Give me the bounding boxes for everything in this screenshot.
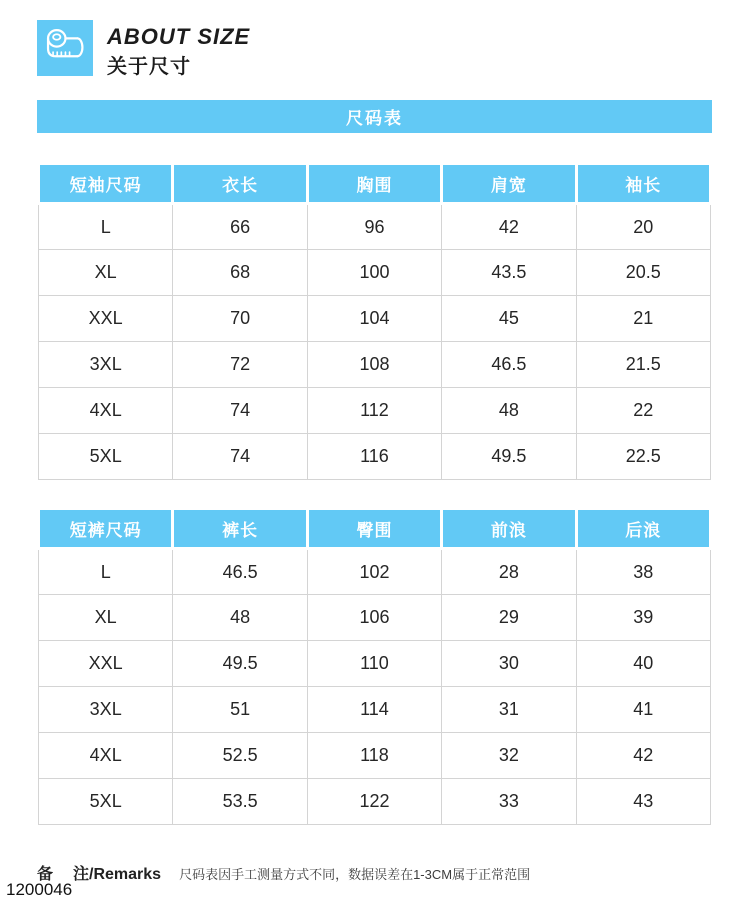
measurement-cell: 116 — [307, 434, 441, 480]
column-header: 袖长 — [576, 164, 710, 204]
measurement-cell: 104 — [307, 296, 441, 342]
column-header: 裤长 — [173, 509, 307, 549]
measurement-cell: 41 — [576, 687, 710, 733]
measurement-cell: 48 — [442, 388, 576, 434]
measurement-cell: 42 — [442, 204, 576, 250]
column-header: 臀围 — [307, 509, 441, 549]
measurement-cell: 52.5 — [173, 733, 307, 779]
column-header: 肩宽 — [442, 164, 576, 204]
remarks-text: 尺码表因手工测量方式不同，数据误差在1-3CM属于正常范围 — [179, 867, 531, 882]
measurement-cell: 20 — [576, 204, 710, 250]
measurement-cell: 49.5 — [173, 641, 307, 687]
measurement-cell: 74 — [173, 388, 307, 434]
measurement-cell: 46.5 — [173, 549, 307, 595]
table-row — [39, 388, 711, 434]
size-label-cell: XXL — [39, 641, 173, 687]
column-header: 短袖尺码 — [39, 164, 173, 204]
measurement-cell: 42 — [576, 733, 710, 779]
column-header: 胸围 — [307, 164, 441, 204]
measurement-cell: 53.5 — [173, 779, 307, 825]
measurement-cell: 96 — [307, 204, 441, 250]
remarks-label-part2: 注/Remarks — [73, 866, 162, 883]
table-row — [39, 549, 711, 595]
measurement-cell: 20.5 — [576, 250, 710, 296]
table-row — [39, 204, 711, 250]
size-label-cell: L — [39, 549, 173, 595]
measurement-cell: 49.5 — [442, 434, 576, 480]
remarks-line — [37, 861, 530, 884]
measurement-cell: 48 — [173, 595, 307, 641]
measurement-cell: 46.5 — [442, 342, 576, 388]
measurement-cell: 102 — [307, 549, 441, 595]
measurement-cell: 68 — [173, 250, 307, 296]
short-sleeve-size-table — [37, 162, 712, 480]
measurement-cell: 108 — [307, 342, 441, 388]
size-label-cell: L — [39, 204, 173, 250]
table-row — [39, 641, 711, 687]
shorts-size-table — [37, 507, 712, 825]
table-row — [39, 434, 711, 480]
measurement-cell: 112 — [307, 388, 441, 434]
measurement-cell: 33 — [442, 779, 576, 825]
remarks-label-part1: 备 — [37, 866, 54, 883]
measurement-cell: 45 — [442, 296, 576, 342]
measurement-cell: 22 — [576, 388, 710, 434]
measurement-cell: 43.5 — [442, 250, 576, 296]
size-label-cell: 5XL — [39, 434, 173, 480]
table-row — [39, 733, 711, 779]
measurement-cell: 30 — [442, 641, 576, 687]
measurement-cell: 70 — [173, 296, 307, 342]
measurement-cell: 38 — [576, 549, 710, 595]
measurement-cell: 40 — [576, 641, 710, 687]
page-title-english: ABOUT SIZE — [107, 24, 251, 49]
size-label-cell: 4XL — [39, 388, 173, 434]
measurement-cell: 106 — [307, 595, 441, 641]
measurement-cell: 100 — [307, 250, 441, 296]
page-title-chinese: 关于尺寸 — [107, 56, 191, 78]
measurement-cell: 31 — [442, 687, 576, 733]
table-row — [39, 296, 711, 342]
measurement-cell: 21 — [576, 296, 710, 342]
measurement-cell: 39 — [576, 595, 710, 641]
size-label-cell: XXL — [39, 296, 173, 342]
measurement-cell: 122 — [307, 779, 441, 825]
table-header-row — [39, 164, 711, 204]
measuring-tape-icon — [37, 20, 93, 76]
column-header: 短裤尺码 — [39, 509, 173, 549]
column-header: 前浪 — [442, 509, 576, 549]
measurement-cell: 28 — [442, 549, 576, 595]
size-label-cell: 5XL — [39, 779, 173, 825]
measurement-cell: 74 — [173, 434, 307, 480]
measurement-cell: 114 — [307, 687, 441, 733]
table-row — [39, 779, 711, 825]
measurement-cell: 29 — [442, 595, 576, 641]
column-header: 衣长 — [173, 164, 307, 204]
measurement-cell: 118 — [307, 733, 441, 779]
measurement-cell: 72 — [173, 342, 307, 388]
size-chart-banner: 尺码表 — [37, 100, 712, 133]
table-row — [39, 687, 711, 733]
measurement-cell: 22.5 — [576, 434, 710, 480]
size-label-cell: 3XL — [39, 687, 173, 733]
size-label-cell: XL — [39, 250, 173, 296]
table-row — [39, 342, 711, 388]
size-label-cell: XL — [39, 595, 173, 641]
table-row — [39, 250, 711, 296]
column-header: 后浪 — [576, 509, 710, 549]
measurement-cell: 110 — [307, 641, 441, 687]
size-label-cell: 3XL — [39, 342, 173, 388]
table-row — [39, 595, 711, 641]
measurement-cell: 51 — [173, 687, 307, 733]
measurement-cell: 21.5 — [576, 342, 710, 388]
table-header-row — [39, 509, 711, 549]
measurement-cell: 43 — [576, 779, 710, 825]
product-code: 1200046 — [6, 880, 73, 899]
measurement-cell: 66 — [173, 204, 307, 250]
size-label-cell: 4XL — [39, 733, 173, 779]
measurement-cell: 32 — [442, 733, 576, 779]
